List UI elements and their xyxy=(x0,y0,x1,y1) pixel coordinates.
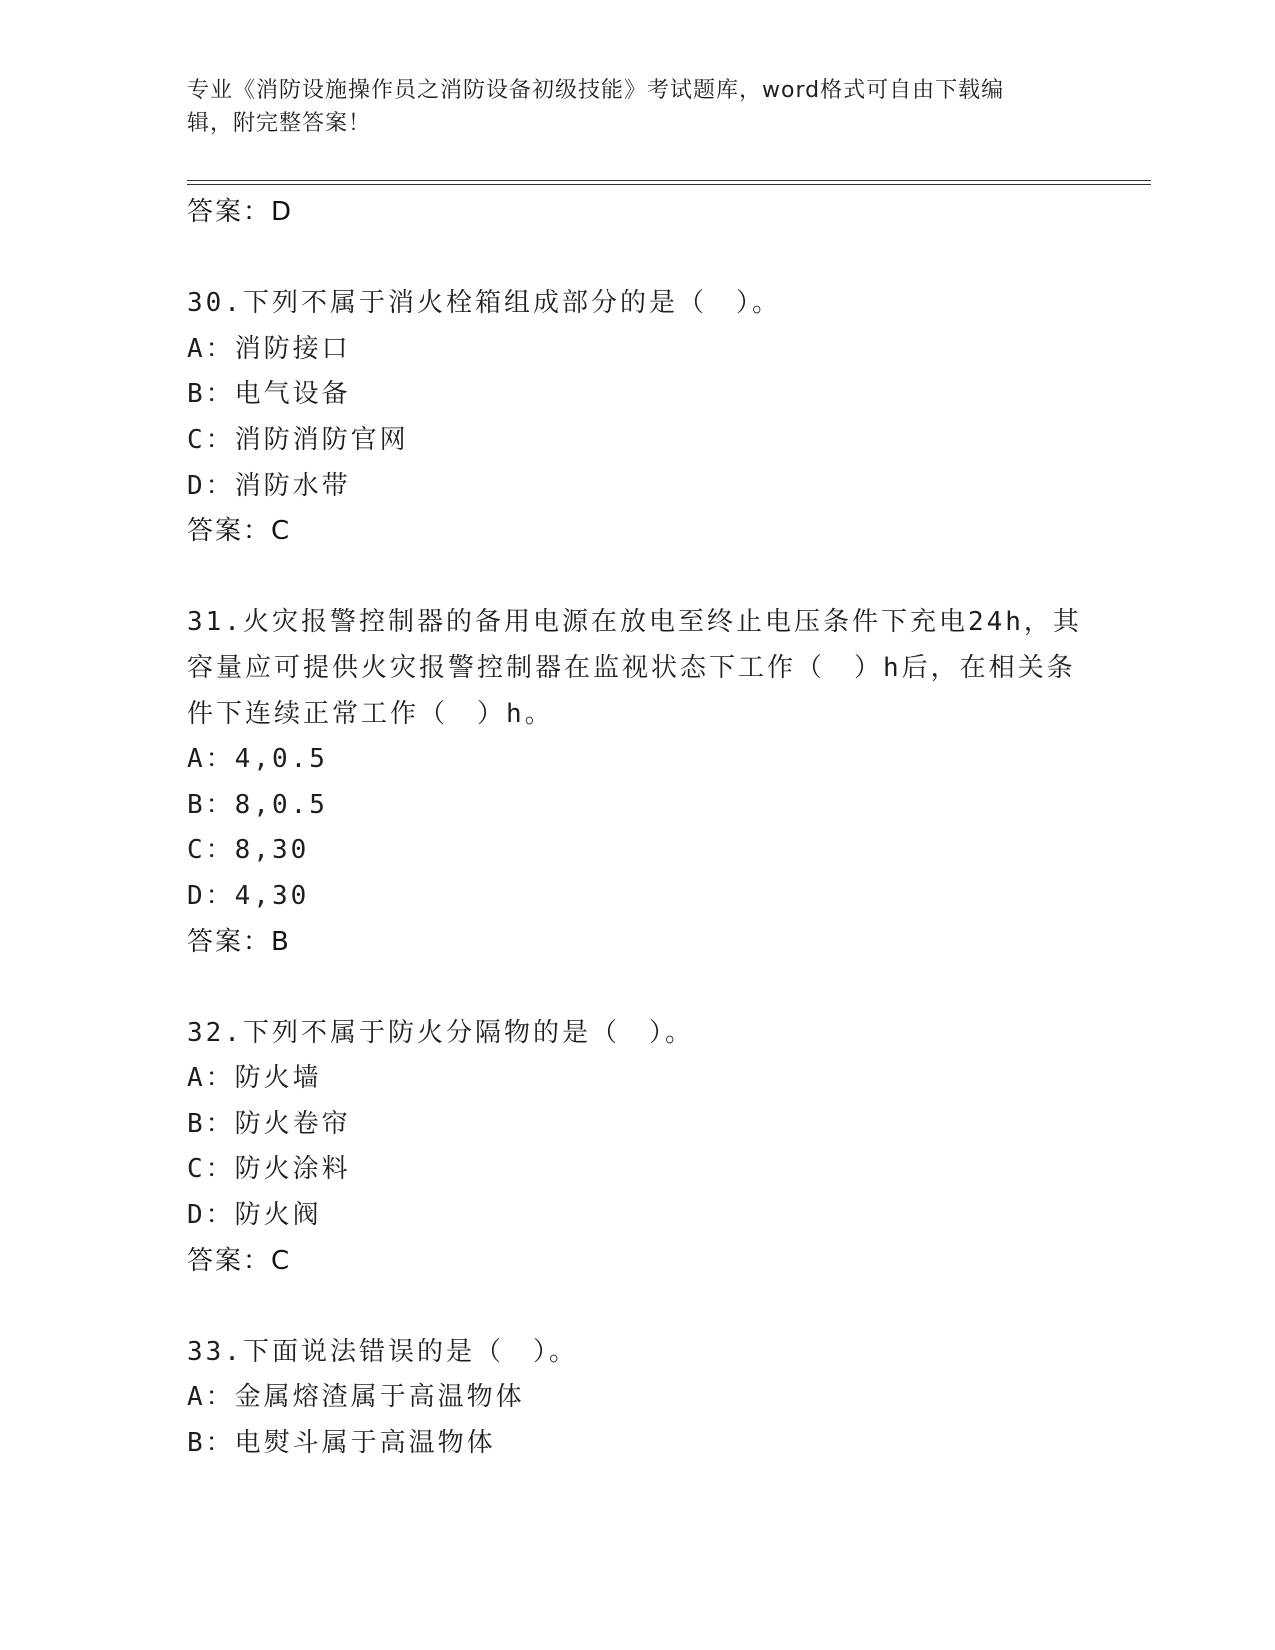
header-line-1: 专业《消防设施操作员之消防设备初级技能》考试题库，word格式可自由下载编 xyxy=(187,78,1005,103)
header-divider-bottom xyxy=(187,184,1151,185)
header-divider-top xyxy=(187,180,1151,181)
answer: 答案：C xyxy=(187,516,292,547)
document-header xyxy=(187,74,1077,140)
header-line-2: 辑，附完整答案！ xyxy=(187,111,372,136)
question-stem: 30.下列不属于消火栓箱组成部分的是（ ）。 xyxy=(187,288,781,319)
question-list xyxy=(187,190,1107,1467)
question-stem-line-2: 容量应可提供火灾报警控制器在监视状态下工作（ ）h后，在相关条 xyxy=(187,652,1076,683)
question-31 xyxy=(187,600,1107,965)
previous-answer: 答案：D xyxy=(187,197,294,227)
option-c: C：消防消防官网 xyxy=(187,424,409,455)
question-33 xyxy=(187,1330,1107,1467)
spacer xyxy=(187,1284,1107,1330)
question-stem: 32.下列不属于防火分隔物的是（ ）。 xyxy=(187,1017,694,1048)
option-b: B：电气设备 xyxy=(187,379,351,410)
option-a: A：4,0.5 xyxy=(187,744,328,775)
option-a: A：防火墙 xyxy=(187,1063,322,1094)
answer: 答案：B xyxy=(187,926,291,957)
question-stem-line-1: 31.火灾报警控制器的备用电源在放电至终止电压条件下充电24h，其 xyxy=(187,607,1082,638)
question-stem: 33.下面说法错误的是（ ）。 xyxy=(187,1336,578,1367)
option-d: D：4,30 xyxy=(187,880,310,911)
spacer xyxy=(187,965,1107,1011)
option-b: B：电熨斗属于高温物体 xyxy=(187,1428,496,1459)
option-b: B：8,0.5 xyxy=(187,789,328,820)
option-c: C：防火涂料 xyxy=(187,1154,351,1185)
spacer xyxy=(187,236,1107,282)
option-b: B：防火卷帘 xyxy=(187,1108,351,1139)
option-d: D：防火阀 xyxy=(187,1200,322,1231)
option-c: C：8,30 xyxy=(187,835,310,866)
option-a: A：消防接口 xyxy=(187,333,351,364)
question-stem-line-3: 件下连续正常工作（ ）h。 xyxy=(187,698,554,729)
spacer xyxy=(187,555,1107,601)
question-32 xyxy=(187,1011,1107,1285)
option-d: D：消防水带 xyxy=(187,470,351,501)
option-a: A：金属熔渣属于高温物体 xyxy=(187,1382,525,1413)
question-30 xyxy=(187,281,1107,555)
answer: 答案：C xyxy=(187,1245,292,1276)
